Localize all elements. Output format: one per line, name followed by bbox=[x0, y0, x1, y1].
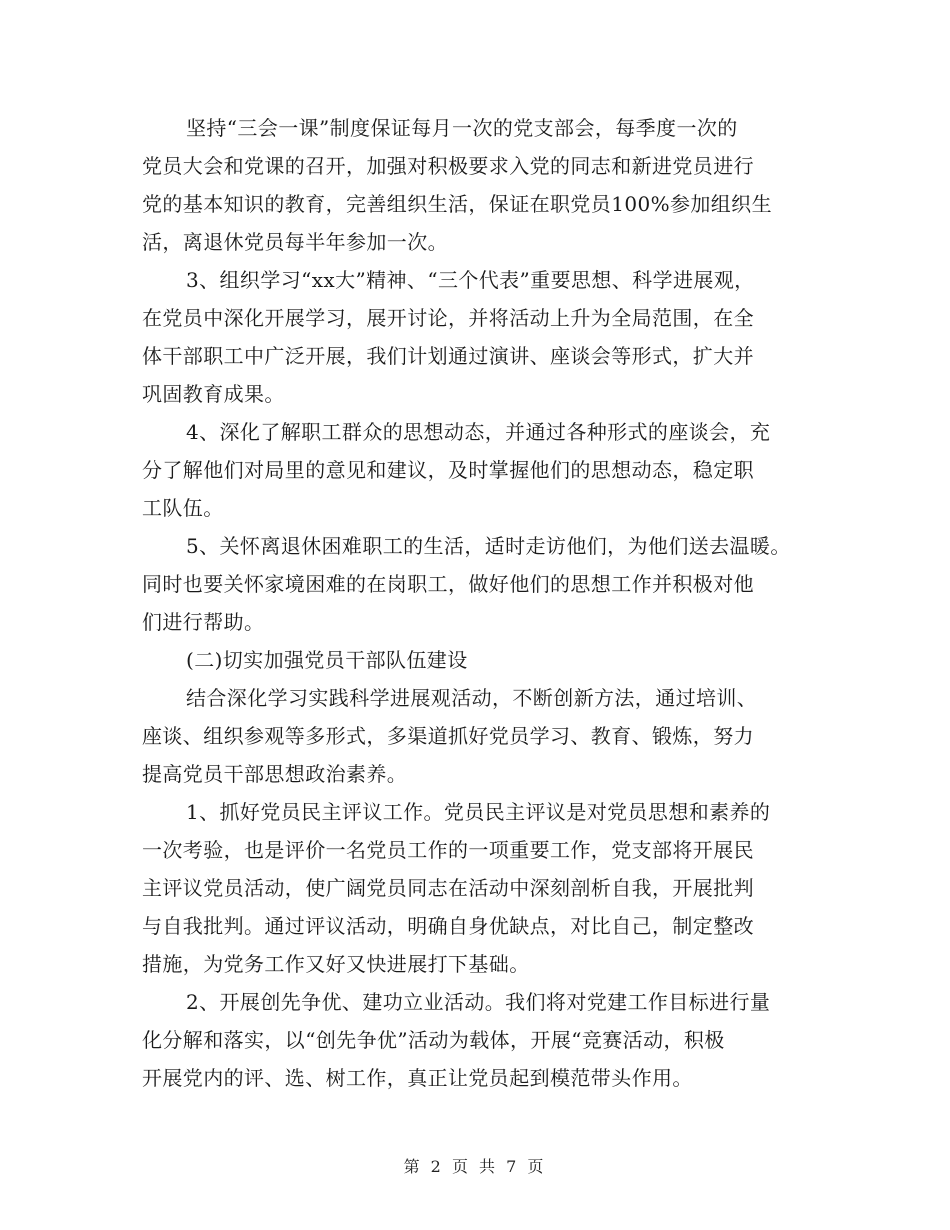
text-line: 主评议党员活动，使广阔党员同志在活动中深刻剖析自我，开展批判 bbox=[142, 876, 754, 900]
text-line: 同时也要关怀家境困难的在岗职工，做好他们的思想工作并积极对他 bbox=[142, 572, 754, 596]
text-line: 党员大会和党课的召开，加强对积极要求入党的同志和新进党员进行 bbox=[142, 154, 754, 178]
text-line: 体干部职工中广泛开展，我们计划通过演讲、座谈会等形式，扩大并 bbox=[142, 344, 754, 368]
page-number-footer: 第 2 页 共 7 页 bbox=[403, 1157, 547, 1176]
text-line: 坚持“三会一课”制度保证每月一次的党支部会，每季度一次的 bbox=[186, 116, 738, 140]
text-line: 们进行帮助。 bbox=[142, 610, 265, 634]
text-line: 座谈、组织参观等多形式，多渠道抓好党员学习、教育、锻炼，努力 bbox=[142, 724, 754, 748]
text-line: 化分解和落实，以“创先争优”活动为载体，开展“竞赛活动，积极 bbox=[142, 1028, 725, 1052]
text-line: 巩固教育成果。 bbox=[142, 382, 285, 406]
text-line: 与自我批判。通过评议活动，明确自身优缺点，对比自己，制定整改 bbox=[142, 914, 754, 938]
text-line: 在党员中深化开展学习，展开讨论，并将活动上升为全局范围，在全 bbox=[142, 306, 754, 330]
text-line: 3、组织学习“xx大”精神、“三个代表”重要思想、科学进展观， bbox=[186, 268, 755, 292]
text-line: 党的基本知识的教育，完善组织生活，保证在职党员100%参加组织生 bbox=[142, 192, 772, 216]
text-line: 开展党内的评、选、树工作，真正让党员起到模范带头作用。 bbox=[142, 1066, 693, 1090]
text-line: 分了解他们对局里的意见和建议，及时掌握他们的思想动态，稳定职 bbox=[142, 458, 754, 482]
text-line: 措施，为党务工作又好又快进展打下基础。 bbox=[142, 952, 530, 976]
text-line: 5、关怀离退休困难职工的生活，适时走访他们，为他们送去温暖。 bbox=[186, 534, 791, 558]
text-line: 工队伍。 bbox=[142, 496, 224, 520]
text-line: 结合深化学习实践科学进展观活动，不断创新方法，通过培训、 bbox=[186, 686, 758, 710]
text-line: 4、深化了解职工群众的思想动态，并通过各种形式的座谈会，充 bbox=[186, 420, 771, 444]
section-heading: (二)切实加强党员干部队伍建设 bbox=[186, 648, 468, 672]
text-line: 2、开展创先争优、建功立业活动。我们将对党建工作目标进行量 bbox=[186, 990, 771, 1014]
text-line: 1、抓好党员民主评议工作。党员民主评议是对党员思想和素养的 bbox=[186, 800, 771, 824]
text-line: 一次考验，也是评价一名党员工作的一项重要工作，党支部将开展民 bbox=[142, 838, 754, 862]
text-line: 活，离退休党员每半年参加一次。 bbox=[142, 230, 448, 254]
text-line: 提高党员干部思想政治素养。 bbox=[142, 762, 408, 786]
